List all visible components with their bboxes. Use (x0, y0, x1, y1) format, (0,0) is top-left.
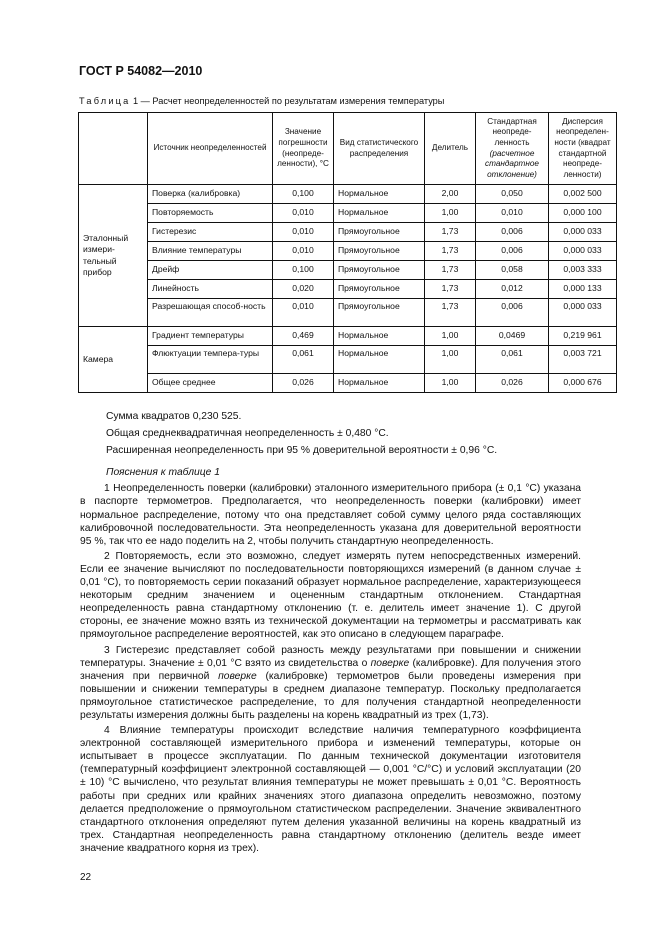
table-row (79, 280, 617, 299)
column-header (476, 113, 549, 185)
table-cell: 0,026 (476, 374, 549, 393)
table-cell: 0,006 (476, 299, 549, 327)
table-cell: 1,00 (425, 374, 476, 393)
table-cell: 1,00 (425, 327, 476, 346)
table-cell: 0,006 (476, 223, 549, 242)
table-cell: 1,73 (425, 261, 476, 280)
note-emphasis: поверке (370, 657, 410, 669)
table-cell: 0,000 676 (549, 374, 617, 393)
column-header (79, 113, 148, 185)
table-cell: 0,002 500 (549, 185, 617, 204)
table-cell: Влияние температуры (148, 242, 273, 261)
summary-line: Расширенная неопределенность при 95 % доверительной вероятности ± 0,96 °С. (106, 445, 498, 457)
summary-line: Общая среднеквадратичная неопределенность ± 0,480 °С. (106, 428, 389, 440)
note-emphasis: поверке (218, 670, 257, 682)
table-cell: Нормальное (334, 185, 425, 204)
summary-block (80, 410, 581, 855)
document-header: ГОСТ Р 54082—2010 (79, 64, 203, 78)
table-cell: 0,219 961 (549, 327, 617, 346)
table-cell: 0,000 100 (549, 204, 617, 223)
table-cell: 0,050 (476, 185, 549, 204)
note-paragraph: 2 Повторяемость, если это возможно, следует измерять путем непосредственных измерений. Если ее значение вычисляют по последовательности повторяющихся измерений (в данном случае ± 0,01 °С), то повторяемость серии показаний образует нормальное распределение, характеризующееся некоторым средним значением и оцененным стандартным отклонением. Стандартная неопределенность равна стандартному отклонению (т. е. делитель имеет значение 1). С другой стороны, ее значение можно взять из технической документации на термометры и рассматривать как прямоугольное распределение вероятностей, как это описано в следующем параграфе. (80, 550, 581, 641)
note-paragraph (80, 644, 581, 723)
table-cell: Общее среднее (148, 374, 273, 393)
note-paragraph: 4 Влияние температуры происходит вследствие наличия температурного коэффициента электронной составляющей измерительного прибора и изменений температуры, которые он испытывает в процессе эксплуатации. По данным технической документации изготовителя (температурный коэффициент электронной составляющей — 0,001 °С/°С) и условий эксплуатации (20 ± 10) °С вычислено, что результат влияния температуры не может превышать ± 0,01 °С. Вероятность работы при средних или крайних значениях этого диапазона определить невозможно, поэтому делается предположение о прямоугольном статистическом распределении. Значение эквивалентного стандартного отклонения определяют путем деления указанной величины на корень квадратный из трех. Стандартная неопределенность равна стандартному отклонению (делитель везде имеет значение квадратного корня из трех). (80, 725, 581, 854)
column-header: Источник неопределенностей (148, 113, 273, 185)
page-number: 22 (80, 872, 92, 883)
table-cell: Прямоугольное (334, 261, 425, 280)
table-row (79, 261, 617, 280)
table-cell: 1,00 (425, 204, 476, 223)
table-row (79, 223, 617, 242)
column-header-text: Стандартная неопреде-ленность (487, 116, 537, 147)
table-cell: 0,010 (273, 204, 334, 223)
table-cell: 2,00 (425, 185, 476, 204)
table-cell: 0,000 133 (549, 280, 617, 299)
table-cell: 1,73 (425, 299, 476, 327)
table-caption-text: 1 — Расчет неопределенностей по результатам измерения температуры (133, 96, 445, 106)
table-cell: Нормальное (334, 327, 425, 346)
table-cell: 1,73 (425, 242, 476, 261)
table-cell: 0,061 (273, 346, 334, 374)
table-row (79, 346, 617, 374)
table-cell: Гистерезис (148, 223, 273, 242)
table-cell: 0,010 (273, 242, 334, 261)
table-cell: 0,000 033 (549, 299, 617, 327)
note-paragraph: 1 Неопределенность поверки (калибровки) эталонного измерительного прибора (± 0,1 °С) указана в паспорте термометров. Предполагается, что неопределенность поверки (калибровки) имеет нормальное распределение, потому что она представляет собой сумму целого ряда составляющих калибровочной последовательности. Эта неопределенность указана для доверительной вероятности 95 %, так что ее надо поделить на 2, чтобы получить стандартную неопределенность. (80, 483, 581, 547)
table-caption-label: Таблица (79, 96, 131, 106)
summary-line: Сумма квадратов 0,230 525. (106, 411, 242, 422)
table-caption (79, 96, 444, 106)
column-header: Дисперсия неопределен-ности (квадрат стандартной неопреде-ленности) (549, 113, 617, 185)
uncertainty-table (78, 112, 617, 393)
table-cell: 0,000 033 (549, 223, 617, 242)
table-cell: Прямоугольное (334, 223, 425, 242)
table-cell: 0,000 033 (549, 242, 617, 261)
table-cell: 0,020 (273, 280, 334, 299)
note-text: 3 Гистерезис представляет собой разность между результатами при повышении и снижении температуры. Значение ± 0,01 °С взято из свидетельства о (80, 644, 581, 669)
table-header-row (79, 113, 617, 185)
table-cell: 0,469 (273, 327, 334, 346)
table-cell: 0,061 (476, 346, 549, 374)
table-cell: Нормальное (334, 346, 425, 374)
table-row (79, 327, 617, 346)
table-cell: 0,010 (273, 299, 334, 327)
group-cell: Камера (79, 327, 148, 393)
column-header: Делитель (425, 113, 476, 185)
note-text: (калибровке). Для получения этого значения при первичной (80, 657, 581, 682)
notes-title: Пояснения к таблице 1 (106, 467, 220, 479)
table-cell: 0,058 (476, 261, 549, 280)
table-cell: 0,0469 (476, 327, 549, 346)
table-cell: 1,00 (425, 346, 476, 374)
table-cell: Нормальное (334, 204, 425, 223)
table-row (79, 374, 617, 393)
table-cell: Прямоугольное (334, 280, 425, 299)
table-cell: 0,006 (476, 242, 549, 261)
table-cell: 0,003 721 (549, 346, 617, 374)
table-cell: 0,026 (273, 374, 334, 393)
table-cell: 0,010 (476, 204, 549, 223)
table-cell: Повторяемость (148, 204, 273, 223)
group-cell: Эталонный измери-тельный прибор (79, 185, 148, 327)
table-cell: 1,73 (425, 223, 476, 242)
table-row (79, 299, 617, 327)
column-header: Значение погрешности (неопреде-ленности), °С (273, 113, 334, 185)
table-cell: 0,100 (273, 261, 334, 280)
table-cell: Разрешающая способ-ность (148, 299, 273, 327)
table-cell: Градиент температуры (148, 327, 273, 346)
table-cell: Прямоугольное (334, 242, 425, 261)
table-row (79, 204, 617, 223)
table-cell: Дрейф (148, 261, 273, 280)
table-cell: Поверка (калибровка) (148, 185, 273, 204)
column-header-note: (расчетное стандартное отклонение) (485, 148, 539, 179)
table-cell: Линейность (148, 280, 273, 299)
table-row (79, 242, 617, 261)
table-cell: Нормальное (334, 374, 425, 393)
table-cell: 0,003 333 (549, 261, 617, 280)
table-cell: 1,73 (425, 280, 476, 299)
table-cell: 0,010 (273, 223, 334, 242)
table-cell: 0,100 (273, 185, 334, 204)
table-row (79, 185, 617, 204)
column-header: Вид статистического распределения (334, 113, 425, 185)
table-cell: Флюктуации темпера-туры (148, 346, 273, 374)
note-text: (калибровке) термометров были проведены измерения при повышении и снижении температуры в среднем диапазоне температур. Поскольку предполагается прямоугольное статистическое распределение, то для получения стандартной неопределенности результаты измерения должны быть разделены на корень квадратный из трех (1,73). (80, 670, 581, 721)
table-cell: 0,012 (476, 280, 549, 299)
table-cell: Прямоугольное (334, 299, 425, 327)
